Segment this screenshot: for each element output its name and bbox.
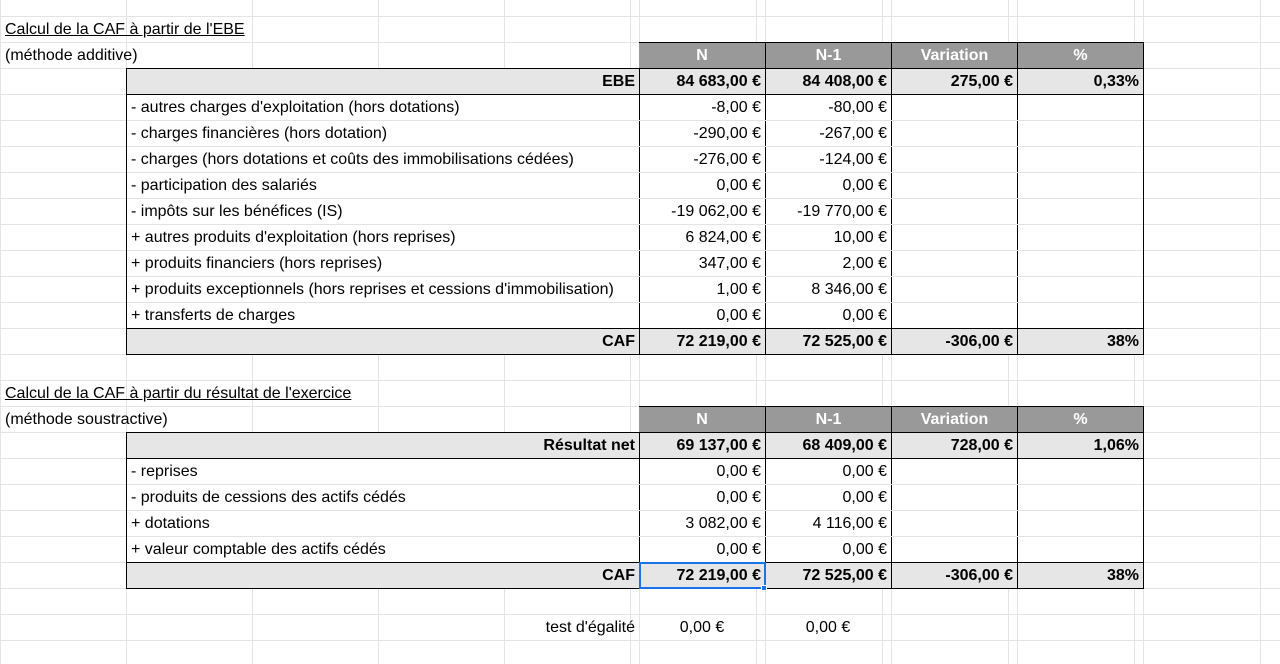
table2-total-n[interactable]: 72 219,00 € [676, 567, 761, 584]
table2-row-label[interactable]: - reprises [131, 463, 198, 480]
table1-row-n1[interactable]: -124,00 € [819, 151, 887, 168]
test-n[interactable]: 0,00 € [679, 619, 725, 636]
table1-total-variation[interactable]: -306,00 € [945, 333, 1013, 350]
table1-row-n1[interactable]: 2,00 € [842, 255, 887, 272]
table1-total-label[interactable]: CAF [602, 333, 635, 350]
table2-total-n1[interactable]: 72 525,00 € [802, 567, 887, 584]
table1-row-n[interactable]: 6 824,00 € [685, 229, 761, 246]
table1-title: Calcul de la CAF à partir de l'EBE [5, 21, 245, 38]
table1-top-variation[interactable]: 275,00 € [950, 73, 1013, 90]
fill-handle[interactable] [761, 585, 767, 591]
table1-row-n[interactable]: 0,00 € [716, 177, 761, 194]
table2-top-variation[interactable]: 728,00 € [950, 437, 1013, 454]
table1-subtitle: (méthode additive) [5, 47, 138, 64]
table1-top-label[interactable]: EBE [602, 73, 635, 90]
table1-row-n[interactable]: 347,00 € [698, 255, 761, 272]
table2-row-label[interactable]: - produits de cessions des actifs cédés [131, 489, 406, 506]
table2-header-pct[interactable]: % [1017, 407, 1143, 433]
table1-top-n[interactable]: 84 683,00 € [676, 73, 761, 90]
table2-total-pct[interactable]: 38% [1106, 567, 1139, 584]
table1-row-label[interactable]: - impôts sur les bénéfices (IS) [131, 203, 343, 220]
table1-row-n1[interactable]: 10,00 € [833, 229, 887, 246]
table1-row-label[interactable]: + autres produits d'exploitation (hors reprises) [131, 229, 456, 246]
table2-top-pct[interactable]: 1,06% [1093, 437, 1139, 454]
table2-row-label[interactable]: + dotations [131, 515, 210, 532]
table1-header-n[interactable]: N [639, 43, 765, 69]
table1-top-pct[interactable]: 0,33% [1093, 73, 1139, 90]
table2-row-label[interactable]: + valeur comptable des actifs cédés [131, 541, 386, 558]
test-n1[interactable]: 0,00 € [805, 619, 851, 636]
table2-header-n1[interactable]: N-1 [765, 407, 891, 433]
table2-row-n[interactable]: 3 082,00 € [685, 515, 761, 532]
table2-subtitle: (méthode soustractive) [5, 411, 168, 428]
table2-top-n1[interactable]: 68 409,00 € [802, 437, 887, 454]
table2-row-n1[interactable]: 4 116,00 € [812, 515, 887, 532]
table1-row-label[interactable]: - autres charges d'exploitation (hors dotations) [131, 99, 460, 116]
table1-row-label[interactable]: + produits financiers (hors reprises) [131, 255, 383, 272]
test-label[interactable]: test d'égalité [545, 619, 635, 636]
selected-cell-outline[interactable] [639, 562, 766, 589]
table1-row-n1[interactable]: -19 770,00 € [797, 203, 887, 220]
table2-row-n[interactable]: 0,00 € [716, 463, 761, 480]
table2-total-variation[interactable]: -306,00 € [945, 567, 1013, 584]
table1-row-n1[interactable]: 0,00 € [842, 177, 887, 194]
table2-row-n1[interactable]: 0,00 € [842, 463, 887, 480]
table1-row-n1[interactable]: 8 346,00 € [811, 281, 887, 298]
table1-row-n1[interactable]: -80,00 € [828, 99, 887, 116]
table1-row-n[interactable]: -8,00 € [711, 99, 761, 116]
table2-top-n[interactable]: 69 137,00 € [676, 437, 761, 454]
table1-total-n[interactable]: 72 219,00 € [676, 333, 761, 350]
table1-row-label[interactable]: - charges (hors dotations et coûts des immobilisations cédées) [131, 151, 574, 168]
table2-top-label[interactable]: Résultat net [543, 437, 635, 454]
table2-row-n[interactable]: 0,00 € [716, 489, 761, 506]
table1-row-n[interactable]: -276,00 € [693, 151, 761, 168]
table1-row-n[interactable]: -19 062,00 € [671, 203, 761, 220]
table1-header-pct[interactable]: % [1017, 43, 1143, 69]
table1-row-label[interactable]: + transferts de charges [131, 307, 296, 324]
table2-row-n1[interactable]: 0,00 € [842, 541, 887, 558]
table1-row-n1[interactable]: -267,00 € [819, 125, 887, 142]
table2-row-n1[interactable]: 0,00 € [842, 489, 887, 506]
table1-row-label[interactable]: + produits exceptionnels (hors reprises et cessions d'immobilisation) [131, 281, 614, 298]
table1-row-label[interactable]: - charges financières (hors dotation) [131, 125, 388, 142]
table1-row-n1[interactable]: 0,00 € [842, 307, 887, 324]
table2-title: Calcul de la CAF à partir du résultat de l'exercice [5, 385, 352, 402]
table1-total-n1[interactable]: 72 525,00 € [802, 333, 887, 350]
table1-header-variation[interactable]: Variation [891, 43, 1017, 69]
border [1017, 68, 1018, 355]
table2-total-label[interactable]: CAF [602, 567, 635, 584]
border [891, 68, 892, 355]
table1-row-label[interactable]: - participation des salariés [131, 177, 317, 194]
table1-top-n1[interactable]: 84 408,00 € [802, 73, 887, 90]
table1-row-n[interactable]: 0,00 € [716, 307, 761, 324]
table2-header-n[interactable]: N [639, 407, 765, 433]
table1-header-n1[interactable]: N-1 [765, 43, 891, 69]
table2-header-variation[interactable]: Variation [891, 407, 1017, 433]
table2-row-n[interactable]: 0,00 € [716, 541, 761, 558]
table1-row-n[interactable]: -290,00 € [693, 125, 761, 142]
table1-total-pct[interactable]: 38% [1106, 333, 1139, 350]
table1-row-n[interactable]: 1,00 € [716, 281, 761, 298]
